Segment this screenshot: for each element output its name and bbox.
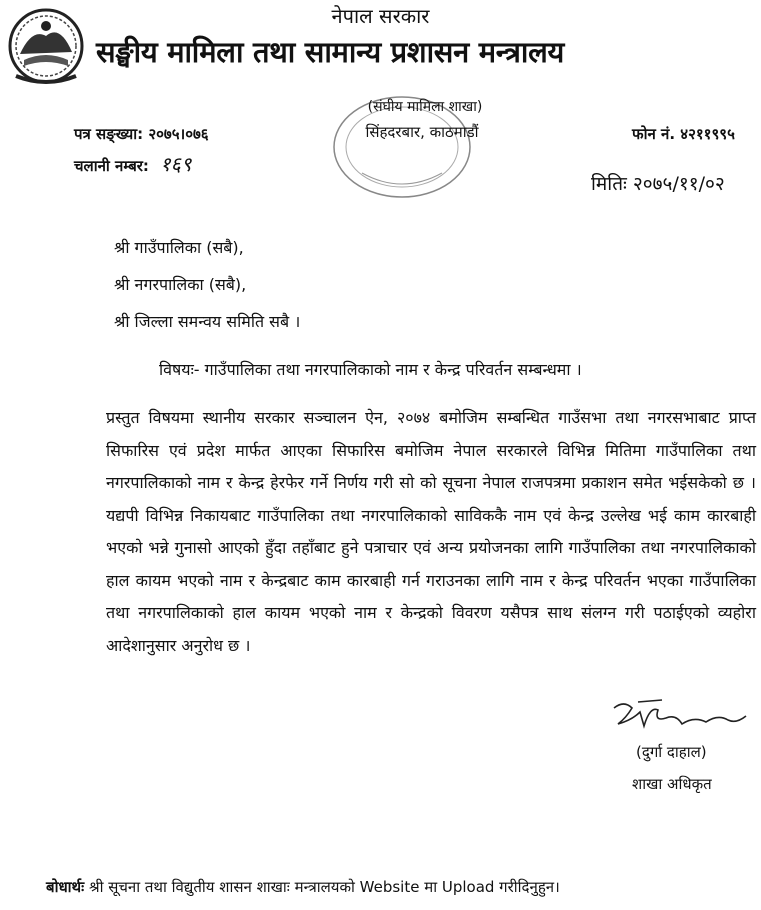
letter-number-label: पत्र सङ्ख्या: xyxy=(74,125,144,143)
dispatch-number-label: चलानी नम्बर: xyxy=(74,157,149,175)
recipient-line: श्री नगरपालिका (सबै), xyxy=(114,275,247,294)
branch-name: (संघीय मामिला शाखा) xyxy=(367,99,483,115)
signatory-name: (दुर्गा दाहाल) xyxy=(636,743,707,761)
cc-note xyxy=(46,877,560,897)
letter-number xyxy=(74,124,209,144)
office-address: सिंहदरबार, काठमाडौं xyxy=(365,123,479,141)
handwritten-signature-icon xyxy=(610,696,750,738)
recipient-line: श्री जिल्ला समन्वय समिति सबै । xyxy=(114,312,301,331)
phone-value: ४२११९९५ xyxy=(680,125,735,143)
letter-subject: विषयः- गाउँपालिका तथा नगरपालिकाको नाम र केन्द्र परिवर्तन सम्बन्धमा । xyxy=(159,360,582,379)
signatory-title: शाखा अधिकृत xyxy=(632,775,712,793)
letter-date xyxy=(591,170,725,196)
phone-number xyxy=(632,124,735,144)
cc-text: श्री सूचना तथा विद्युतीय शासन शाखाः मन्त्रालयको Website मा Upload गरीदिनुहुन। xyxy=(88,878,560,896)
date-value: २०७५/११/०२ xyxy=(632,173,725,195)
ministry-name: सङ्घीय मामिला तथा सामान्य प्रशासन मन्त्रालय xyxy=(96,35,564,69)
recipient-line: श्री गाउँपालिका (सबै), xyxy=(114,238,244,257)
phone-label: फोन नं. xyxy=(632,125,676,143)
dispatch-number xyxy=(74,150,191,177)
date-label: मितिः xyxy=(591,173,627,195)
letter-body: प्रस्तुत विषयमा स्थानीय सरकार सञ्चालन ऐन, २०७४ बमोजिम सम्बन्धित गाउँसभा तथा नगरसभाबाट प्राप्त सिफारिस एवं प्रदेश मार्फत आएका सिफारिस बमोजिम नेपाल सरकारले विभिन्न मितिमा गाउँपालिका तथा नगरपालिकाको नाम र केन्द्र हेरफेर गर्ने निर्णय गरी सो को सूचना नेपाल राजपत्रमा प्रकाशन समेत भईसकेको छ । यद्यपी विभिन्न निकायबाट गाउँपालिका तथा नगरपालिकाको साविककै नाम एवं केन्द्र उल्लेख भई काम कारबाही भएको भन्ने गुनासो आएको हुँदा तहाँबाट हुने पत्राचार एवं अन्य प्रयोजनका लागि गाउँपालिका तथा नगरपालिकाको हाल कायम भएको नाम र केन्द्रबाट काम कारबाही गर्न गराउनका लागि नाम र केन्द्र परिवर्तन भएका गाउँपालिका तथा नगरपालिकाको हाल कायम भएको नाम र केन्द्रको विवरण यसैपत्र साथ संलग्न गरी पठाईएको व्यहोरा आदेशानुसार अनुरोध छ । xyxy=(106,408,756,655)
dispatch-number-value: १६९ xyxy=(160,152,192,176)
letter-number-value: २०७५।०७६ xyxy=(148,125,209,143)
government-name: नेपाल सरकार xyxy=(331,4,430,28)
cc-label: बोधार्थः xyxy=(46,878,85,896)
